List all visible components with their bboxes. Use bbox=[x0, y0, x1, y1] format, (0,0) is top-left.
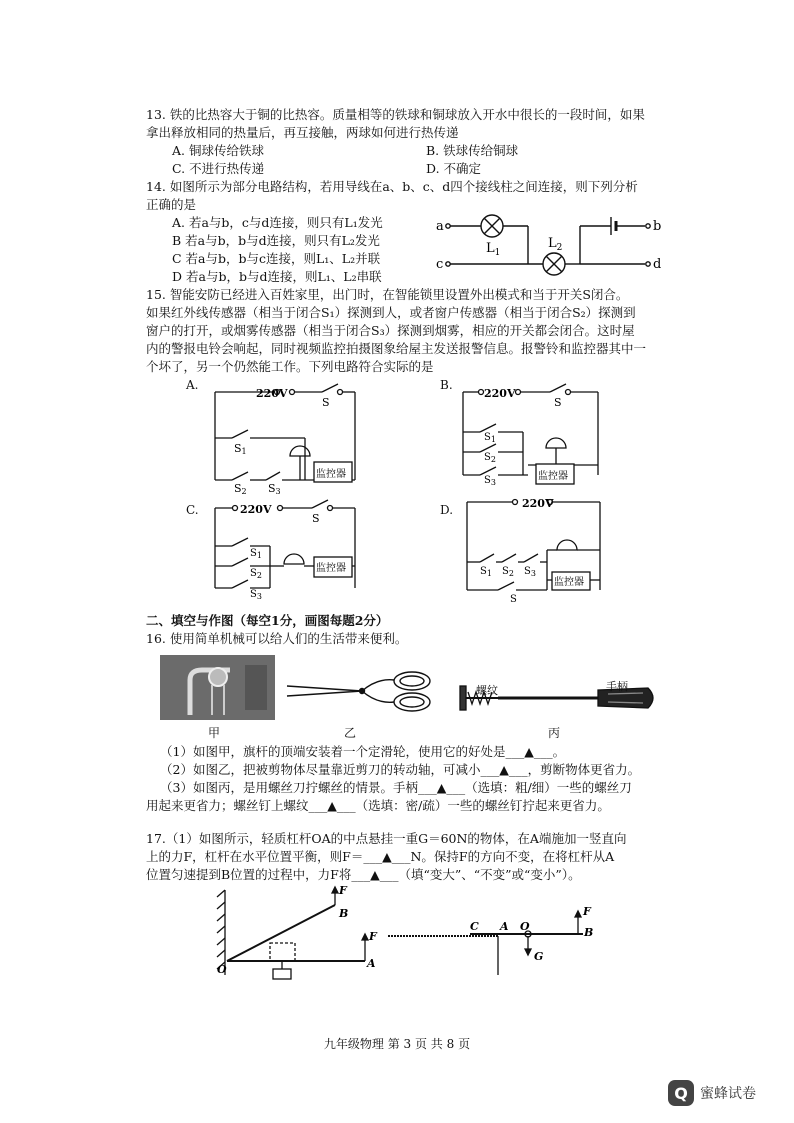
force-f-label-top: F bbox=[339, 884, 347, 897]
voltage-label: 220V bbox=[484, 387, 516, 400]
switch-s1-label: $S_1$ bbox=[484, 432, 496, 444]
monitor-label: 监控器 bbox=[538, 471, 568, 482]
switch-s2-label: $S_2$ bbox=[502, 566, 514, 578]
brand-logo-icon: Q bbox=[668, 1080, 694, 1106]
q13-line2: 拿出释放相同的热量后，再互接触，两球如何进行热传递 bbox=[146, 125, 459, 140]
switch-s2-label: $S_2$ bbox=[250, 568, 262, 580]
label-shoubing: 手柄 bbox=[606, 680, 628, 693]
switch-s1-label: S1 bbox=[234, 442, 247, 456]
pulley-photo bbox=[160, 655, 275, 720]
q14-line1: 14. 如图所示为部分电路结构，若用导线在a、b、c、d四个接线柱之间连接，则下列分析 bbox=[146, 179, 638, 194]
monitor-label: 监控器 bbox=[316, 563, 346, 574]
figure-jia-label: 甲 bbox=[208, 726, 221, 740]
q15-line4: 内的警报电铃会响起，同时视频监控拍摄图象给屋主发送报警信息。报警铃和监控器其中一 bbox=[146, 341, 647, 356]
q16-part1: （1）如图甲，旗杆的顶端安装着一个定滑轮，使用它的好处是___▲___。 bbox=[160, 744, 566, 759]
pivot-o-label: O bbox=[217, 963, 227, 976]
force-f-label-right: F bbox=[369, 930, 377, 943]
switch-s2-label: $S_2$ bbox=[484, 452, 496, 464]
terminal-c-label: c bbox=[436, 257, 444, 272]
switch-s-label: S bbox=[554, 396, 562, 409]
voltage-label: 220V bbox=[522, 497, 554, 510]
q15-option-c-label: C. bbox=[186, 503, 199, 517]
q16-part3a: （3）如图丙，是用螺丝刀拧螺丝的情景。手柄___▲___（选填：粗/细）一些的螺丝刀 bbox=[160, 780, 632, 795]
q16-line1: 16. 使用简单机械可以给人们的生活带来便利。 bbox=[146, 631, 408, 646]
voltage-label: 220V bbox=[240, 503, 272, 516]
switch-s-label: S bbox=[322, 396, 330, 409]
q15-line5: 个坏了，另一个仍然能工作。下列电路符合实际的是 bbox=[146, 359, 434, 374]
figure-bing-label: 丙 bbox=[548, 726, 561, 740]
lever-figure-2 bbox=[388, 900, 608, 980]
section-2-title: 二、填空与作图（每空1分，画图每题2分） bbox=[146, 613, 389, 628]
q13-line1: 13. 铁的比热容大于铜的比热容。质量相等的铁球和铜球放入开水中很长的一段时间，如果 bbox=[146, 107, 645, 122]
q14-line2: 正确的是 bbox=[146, 197, 197, 212]
lamp-l2-label: $L_2$ bbox=[548, 236, 563, 253]
q14-circuit-diagram bbox=[436, 205, 670, 285]
q15-line3: 窗户的打开，或烟雾传感器（相当于闭合S₃）探测到烟雾，相应的开关都会闭合。这时屋 bbox=[146, 323, 635, 338]
point-a-label-2: A bbox=[500, 920, 509, 933]
q14-option-c: C 若a与b，b与c连接，则L₁、L₂并联 bbox=[172, 251, 381, 266]
q17-line1: 17.（1）如图所示，轻质杠杆OA的中点悬挂一重G＝60N的物体，在A端施加一竖直向 bbox=[146, 831, 627, 846]
scissors-figure bbox=[282, 668, 442, 718]
q15-option-d-label: D. bbox=[440, 503, 454, 517]
figure-yi-label: 乙 bbox=[344, 726, 357, 740]
q16-part3b: 用起来更省力；螺丝钉上螺纹___▲___（选填：密/疏）一些的螺丝钉拧起来更省力。 bbox=[146, 798, 610, 813]
point-b-label-2: B bbox=[584, 926, 594, 939]
switch-s3-label: $S_3$ bbox=[250, 589, 262, 601]
point-c-label: C bbox=[470, 920, 479, 933]
q14-option-a: A. 若a与b，c与d连接，则只有L₁发光 bbox=[172, 215, 383, 230]
point-a-label: A bbox=[367, 957, 376, 970]
lever-figure-1 bbox=[215, 885, 385, 985]
gravity-g-label: G bbox=[534, 950, 544, 963]
q15-circuit-b bbox=[458, 380, 618, 490]
switch-s3-label: $S_3$ bbox=[484, 475, 496, 487]
switch-s1-label: $S_1$ bbox=[250, 548, 262, 560]
q14-option-b: B 若a与b，b与d连接，则只有L₂发光 bbox=[172, 233, 380, 248]
terminal-b-label: b bbox=[653, 219, 662, 234]
q15-circuit-a bbox=[210, 380, 370, 496]
voltage-label: 220V bbox=[256, 387, 288, 400]
switch-s-label: S bbox=[510, 594, 517, 605]
switch-s3-label: $S_3$ bbox=[524, 566, 536, 578]
q14-option-d: D 若a与b，b与d连接，则L₁、L₂串联 bbox=[172, 269, 382, 284]
monitor-label: 监控器 bbox=[316, 469, 346, 480]
q13-option-b: B. 铁球传给铜球 bbox=[426, 143, 519, 158]
lamp-l1-label: $L_1$ bbox=[486, 241, 501, 258]
brand-watermark bbox=[668, 1080, 756, 1106]
q15-line2: 如果红外线传感器（相当于闭合S₁）探测到人，或者窗户传感器（相当于闭合S₂）探测到 bbox=[146, 305, 636, 320]
q13-option-d: D. 不确定 bbox=[426, 161, 482, 176]
switch-s-label: S bbox=[312, 512, 320, 525]
q15-circuit-d bbox=[462, 490, 612, 605]
q15-option-b-label: B. bbox=[440, 378, 453, 392]
pivot-o-label-2: O bbox=[520, 920, 530, 933]
terminal-d-label: d bbox=[653, 257, 662, 272]
switch-s3-label: S3 bbox=[268, 482, 281, 496]
switch-s2-label: S2 bbox=[234, 482, 247, 496]
q17-line2: 上的力F，杠杆在水平位置平衡，则F＝___▲___N。保持F的方向不变，在将杠杆从A bbox=[146, 849, 615, 864]
q17-line3: 位置匀速提到B位置的过程中，力F将___▲___（填“变大”、“不变”或“变小”）。 bbox=[146, 867, 581, 882]
terminal-a-label: a bbox=[436, 219, 444, 234]
q13-option-a: A. 铜球传给铁球 bbox=[172, 143, 264, 158]
monitor-label: 监控器 bbox=[554, 577, 584, 588]
q15-line1: 15. 智能安防已经进入百姓家里，出门时，在智能锁里设置外出模式和当于开关S闭合。 bbox=[146, 287, 629, 302]
switch-s1-label: $S_1$ bbox=[480, 566, 492, 578]
label-luowen: 螺纹 bbox=[476, 684, 498, 697]
page-footer: 九年级物理 第 3 页 共 8 页 bbox=[323, 1037, 471, 1051]
q15-option-a-label: A. bbox=[186, 378, 199, 392]
brand-name: 蜜蜂试卷 bbox=[700, 1086, 756, 1102]
force-f-label-2: F bbox=[583, 905, 591, 918]
q16-part2: （2）如图乙，把被剪物体尽量靠近剪刀的转动轴，可减小___▲___，剪断物体更省力。 bbox=[160, 762, 641, 777]
point-b-label: B bbox=[339, 907, 349, 920]
q13-option-c: C. 不进行热传递 bbox=[172, 161, 265, 176]
q15-circuit-c bbox=[210, 500, 370, 600]
